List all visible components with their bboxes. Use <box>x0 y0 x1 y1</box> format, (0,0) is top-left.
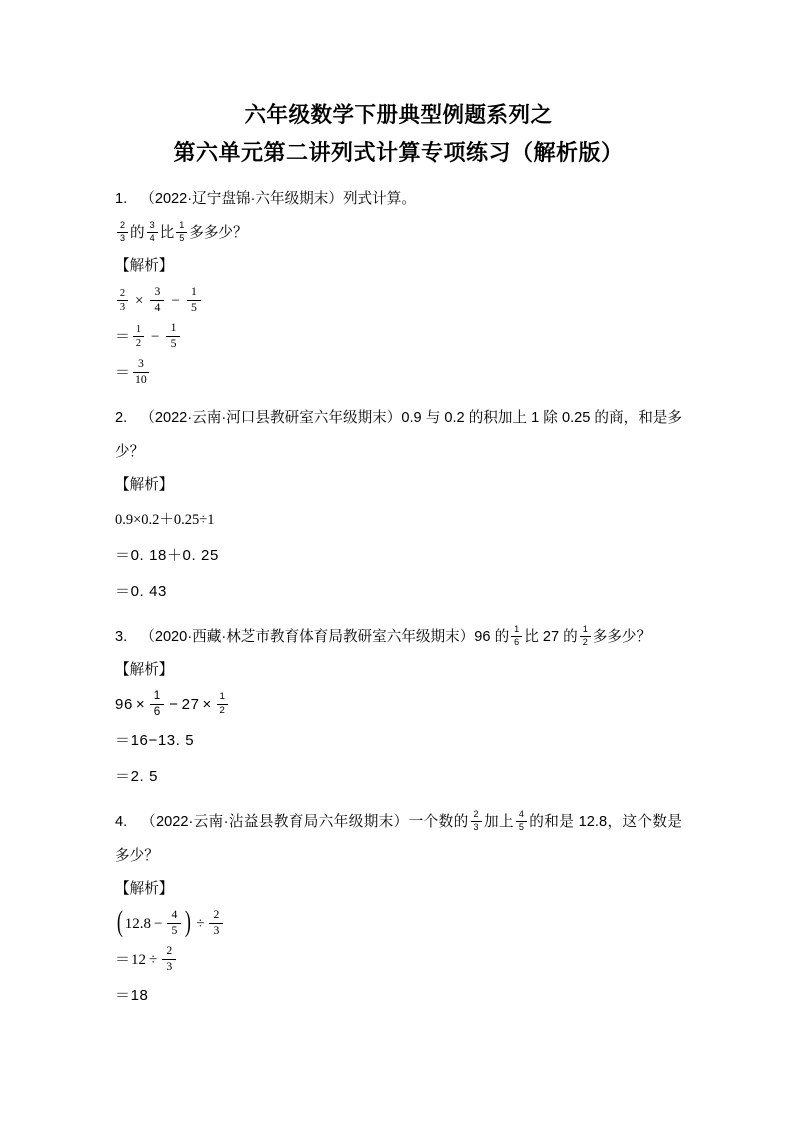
solution-4-line-2 <box>115 942 682 978</box>
analysis-label-3: 【解析】 <box>115 662 174 678</box>
fraction-1-5: $\frac{1}{5}$ <box>187 286 201 314</box>
operator-minus: − <box>151 329 160 345</box>
operator-minus: − <box>171 293 180 309</box>
solution-2 <box>115 502 682 610</box>
operand: 27 <box>181 696 200 713</box>
operator-multiply: × <box>135 293 144 309</box>
fraction-1-6: $\frac{1}{6}$ <box>511 625 522 648</box>
fraction-1-5: $\frac{1}{5}$ <box>176 221 187 244</box>
question-3-source: （2020·西藏·林芝市教育体育局教研室六年级期末） <box>140 629 475 645</box>
question-block-3 <box>115 620 682 795</box>
analysis-label-1: 【解析】 <box>115 258 174 274</box>
fraction-2-3: $\frac{2}{3}$ <box>117 288 128 314</box>
prompt-text: 多多少？ <box>592 629 652 645</box>
solution-3-line-1 <box>115 687 682 723</box>
title-line-1: 六年级数学下册典型例题系列之 <box>244 103 553 127</box>
solution-1-line-1 <box>115 283 682 319</box>
prompt-text: 比 27 的 <box>524 629 578 645</box>
solution-2-line-2: ＝0. 18＋0. 25 <box>115 547 219 564</box>
solution-4 <box>115 906 682 1014</box>
fraction-1-2: $\frac{1}{2}$ <box>580 625 591 648</box>
solution-1 <box>115 283 682 391</box>
fraction-1-5: $\frac{1}{5}$ <box>166 322 180 350</box>
solution-1-line-3 <box>115 355 682 391</box>
solution-3-line-3: ＝2. 5 <box>115 768 159 785</box>
operator-minus: − <box>154 916 163 932</box>
prompt-text: 的和是 12.8，这个数是多少？ <box>115 814 682 864</box>
solution-3 <box>115 687 682 795</box>
solution-4-line-3: ＝18 <box>115 987 149 1004</box>
question-2-number: 2. <box>115 410 128 426</box>
question-4-source: （2022·云南·沾益县教育局六年级期末） <box>140 814 409 830</box>
equals-sign: ＝ <box>115 329 131 345</box>
prompt-text: 多多少？ <box>189 225 248 241</box>
fraction-3-10: $\frac{3}{10}$ <box>135 357 147 387</box>
fraction-2-3: $\frac{2}{3}$ <box>162 945 176 973</box>
question-2-source: （2022·云南·河口县教研室六年级期末） <box>140 410 402 426</box>
solution-2-line-3: ＝0. 43 <box>115 583 167 600</box>
fraction-bar <box>133 336 144 337</box>
question-3-number: 3. <box>115 629 128 645</box>
fraction-3-4: $\frac{3}{4}$ <box>147 221 158 244</box>
fraction-1-6: $\frac{1}{6}$ <box>150 690 164 718</box>
question-3-prompt <box>115 620 682 654</box>
operand: 12.8 <box>124 916 151 932</box>
fraction-bar <box>117 300 128 301</box>
question-1-number: 1. <box>115 191 128 207</box>
solution-3-line-2: ＝16−13. 5 <box>115 732 195 749</box>
solution-1-line-2 <box>115 319 682 355</box>
question-2-prompt <box>115 401 682 469</box>
fraction-3-4: $\frac{3}{4}$ <box>150 286 164 314</box>
equals-sign: ＝ <box>115 365 131 381</box>
prompt-text: 96 的 <box>474 629 510 645</box>
solution-4-line-1: ( 12.8 − $\frac{4}{5}$ ) ÷ $\frac{2}{3}$ <box>115 906 682 942</box>
analysis-label-4: 【解析】 <box>115 881 174 897</box>
prompt-text: 的 <box>130 225 145 241</box>
fraction-2-3: $\frac{2}{3}$ <box>117 221 128 244</box>
operand: 96 <box>115 696 133 713</box>
question-1-source-line <box>115 182 682 216</box>
question-4-prompt <box>115 805 682 873</box>
analysis-label-2: 【解析】 <box>115 477 174 493</box>
question-2-body: 0.9 与 0.2 的积加上 1 除 0.25 的商，和是多少？ <box>115 410 682 460</box>
solution-2-line-1: 0.9×0.2＋0.25÷1 <box>115 512 215 528</box>
prompt-text: 加上 <box>483 814 514 830</box>
fraction-2-3: $\frac{2}{3}$ <box>471 810 482 833</box>
question-block-4 <box>115 805 682 1014</box>
question-1-prompt <box>115 216 682 250</box>
fraction-1-2: $\frac{1}{2}$ <box>217 692 228 716</box>
fraction-1-2: $\frac{1}{2}$ <box>133 324 144 350</box>
operator-multiply: × <box>202 696 212 713</box>
fraction-2-3: $\frac{2}{3}$ <box>209 909 223 937</box>
operand: 12 <box>131 952 147 968</box>
fraction-4-5: $\frac{4}{5}$ <box>167 909 181 937</box>
prompt-text: 比 <box>159 225 175 241</box>
operator-multiply: × <box>135 696 146 713</box>
question-1-source: （2022·辽宁盘锦·六年级期末）列式计算。 <box>140 191 416 207</box>
operator-minus: − <box>169 696 179 713</box>
operator-divide: ÷ <box>196 916 205 932</box>
fraction-4-5: $\frac{4}{5}$ <box>516 810 527 833</box>
page-title <box>115 96 682 172</box>
question-block-1 <box>115 182 682 391</box>
question-4-number: 4. <box>115 814 128 830</box>
equals-sign: ＝ <box>115 952 131 968</box>
prompt-text: 一个数的 <box>408 814 469 830</box>
question-block-2 <box>115 401 682 610</box>
title-line-2: 第六单元第二讲列式计算专项练习（解析版） <box>173 140 624 165</box>
operator-divide: ÷ <box>149 952 158 968</box>
